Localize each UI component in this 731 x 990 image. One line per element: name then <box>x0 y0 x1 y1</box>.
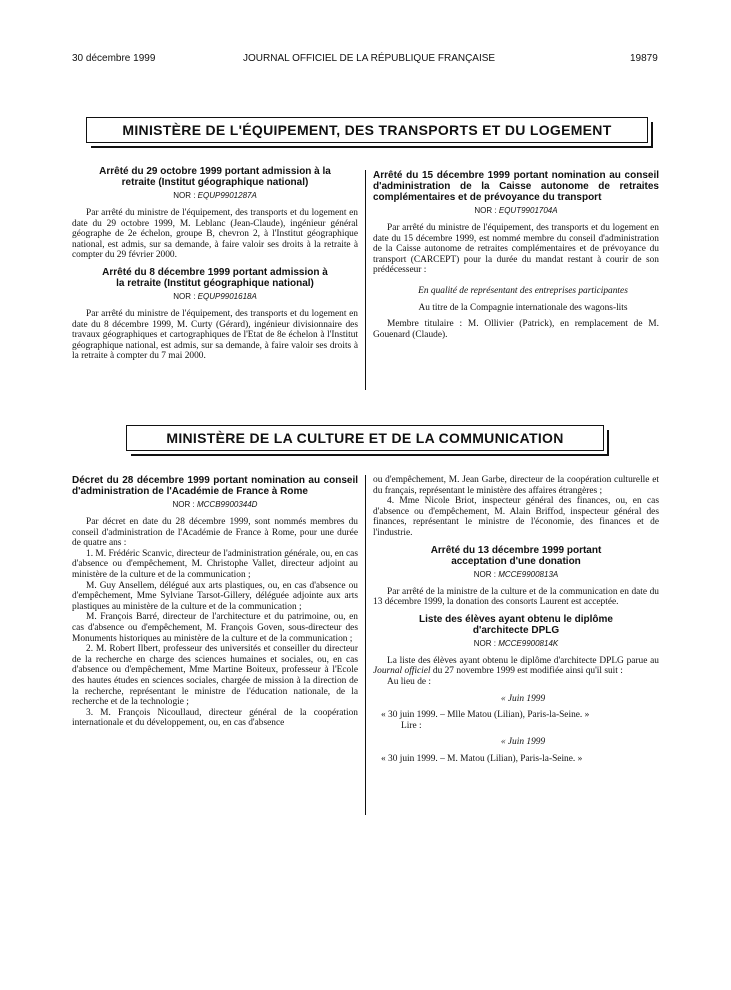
month-heading: « Juin 1999 <box>500 693 546 704</box>
section-heading: En qualité de représentant des entreprises participantes <box>418 285 628 296</box>
read-label: Lire : <box>401 720 422 731</box>
nor-code: MCCE9900813A <box>498 569 559 579</box>
decret-continuation: ou d'empêchement, M. Jean Garbe, directeur de la coopération culturelle et du français, représentant le ministère des affaires étrangères ; <box>373 475 659 496</box>
subsection-heading: Au titre de la Compagnie internationale des wagons-lits <box>418 302 628 313</box>
column-divider <box>365 170 366 390</box>
month-heading: « Juin 1999 <box>500 737 546 748</box>
list-body: La liste des élèves ayant obtenu le diplôme d'architecte DPLG parue au Journal officiel du 27 novembre 1999 est modifiée ainsi qu'il suit : <box>373 655 659 677</box>
nor-line: NOR : EQUT9901704A <box>474 206 558 215</box>
decret-member: 3. M. François Nicoullaud, directeur général de la coopération internationale et du développement, ou, en cas d'absence <box>72 707 358 729</box>
arrete-title: Arrêté du 13 décembre 1999 portant acceptation d'une donation <box>430 544 602 567</box>
decret-intro: Par décret en date du 28 décembre 1999, sont nommés membres du conseil d'administration de l'Académie de France à Rome, pour une durée de quatre ans : <box>72 517 358 549</box>
list-title: Liste des élèves ayant obtenu le diplôme d'architecte DPLG <box>419 613 613 636</box>
arrete-title: Arrêté du 8 décembre 1999 portant admission à la retraite (Institut géographique national) <box>102 266 328 289</box>
nor-line: NOR : MCCE9900813A <box>473 569 559 579</box>
decret-member: 2. M. Robert Ilbert, professeur des universités et conseiller du directeur de la recherche en charge des sciences humaines et sociales, ou, en cas d'absence ou d'empêchement, Mme Martine Boiteux, professeur à l'Ecole des hautes études en sciences sociales, chargée de mission à la direction de la recherche, représentant le ministre de l'éducation nationale, de la recherche et de la technologie ; <box>72 644 358 708</box>
nor-line: NOR : EQUP9901287A <box>173 191 257 200</box>
nor-line: NOR : MCCB9900344D <box>172 500 258 509</box>
ministry1-left-column <box>72 166 358 362</box>
list-entry: « 30 juin 1999. – Mlle Matou (Lilian), Paris-la-Seine. » <box>381 710 590 721</box>
header-journal-title: JOURNAL OFFICIEL DE LA RÉPUBLIQUE FRANÇAISE <box>243 53 496 64</box>
instead-label: Au lieu de : <box>387 676 432 687</box>
nor-line: NOR : MCCE9900814K <box>473 638 559 648</box>
arrete-title: Arrêté du 29 octobre 1999 portant admission à la retraite (Institut géographique national) <box>99 166 331 188</box>
arrete-body: Par arrêté du ministre de l'équipement, des transports et du logement en date du 8 décembre 1999, M. Curty (Gérard), ingénieur divisionnaire des travaux géographiques et cartographiques de l'Etat de 8e échelon à l'Institut géographique national, est admis, sur sa demande, à faire valoir ses droits à la retraite à compter du 7 mai 2000. <box>72 308 358 362</box>
arrete-body: Par arrêté du ministre de l'équipement, des transports et du logement en date du 15 décembre 1999, est nommé membre du conseil d'administration de la Caisse autonome de retraites complémentaires et de prévoyance du transport (CARCEPT) pour la durée du mandat restant à courir de son prédécesseur : <box>373 223 659 276</box>
list-entry: « 30 juin 1999. – M. Matou (Lilian), Paris-la-Seine. » <box>381 753 583 764</box>
decret-member: M. Guy Ansellem, délégué aux arts plastiques, ou, en cas d'absence ou d'empêchement, Mme Sylviane Tarsot-Gillery, déléguée adjointe aux arts plastiques au ministère de la culture et de la communication ; <box>72 580 358 612</box>
ministry1-right-column <box>373 170 659 340</box>
nor-code: MCCB9900344D <box>196 500 258 509</box>
column-divider <box>365 475 366 815</box>
nor-code: EQUT9901704A <box>498 206 558 215</box>
nor-code: EQUP9901287A <box>197 191 257 200</box>
nor-code: MCCE9900814K <box>498 638 559 648</box>
journal-name: Journal officiel <box>373 666 431 677</box>
ministry-heading-culture: MINISTÈRE DE LA CULTURE ET DE LA COMMUNICATION <box>126 425 604 451</box>
arrete-body: Par arrêté de la ministre de la culture et de la communication en date du 13 décembre 1999, la donation des consorts Laurent est acceptée. <box>373 586 659 608</box>
nor-code: EQUP9901618A <box>197 291 257 301</box>
ministry2-left-column <box>72 475 358 729</box>
member-entry: Membre titulaire : M. Ollivier (Patrick), en remplacement de M. Gouenard (Claude). <box>373 319 659 340</box>
arrete-body: Par arrêté du ministre de l'équipement, des transports et du logement en date du 29 octobre 1999, M. Leblanc (Jean-Claude), ingénieur général géographe de 2e échelon, groupe B, chevron 2, à l'Institut géographique national, est admis, sur sa demande, à faire valoir ses droits à la retraite à compter du 29 février 2000. <box>72 208 358 261</box>
header-date: 30 décembre 1999 <box>72 53 156 64</box>
arrete-title: Arrêté du 15 décembre 1999 portant nomination au conseil d'administration de la Caisse autonome de retraites complémentaires et de prévoyance du transport <box>373 170 659 203</box>
header-page-number: 19879 <box>630 53 658 64</box>
decret-member: 1. M. Frédéric Scanvic, directeur de l'administration générale, ou, en cas d'absence ou d'empêchement, M. Christophe Vallet, directeur adjoint au ministère de la culture et de la communication ; <box>72 548 358 580</box>
nor-line: NOR : EQUP9901618A <box>173 291 257 301</box>
decret-title: Décret du 28 décembre 1999 portant nomination au conseil d'administration de l'Académie de France à Rome <box>72 475 358 497</box>
ministry2-right-column <box>373 475 659 765</box>
decret-member: M. François Barré, directeur de l'architecture et du patrimoine, ou, en cas d'absence ou d'empêchement, M. François Goven, sous-directeur des Monuments historiques au ministère de la culture et de la communication ; <box>72 612 358 644</box>
ministry-heading-equipement: MINISTÈRE DE L'ÉQUIPEMENT, DES TRANSPORTS ET DU LOGEMENT <box>86 117 648 143</box>
decret-member: 4. Mme Nicole Briot, inspecteur général des finances, ou, en cas d'absence ou d'empêchement, M. Alain Briffod, inspecteur général des finances, représentant le ministre de l'économie, des finances et de l'industrie. <box>373 496 659 538</box>
